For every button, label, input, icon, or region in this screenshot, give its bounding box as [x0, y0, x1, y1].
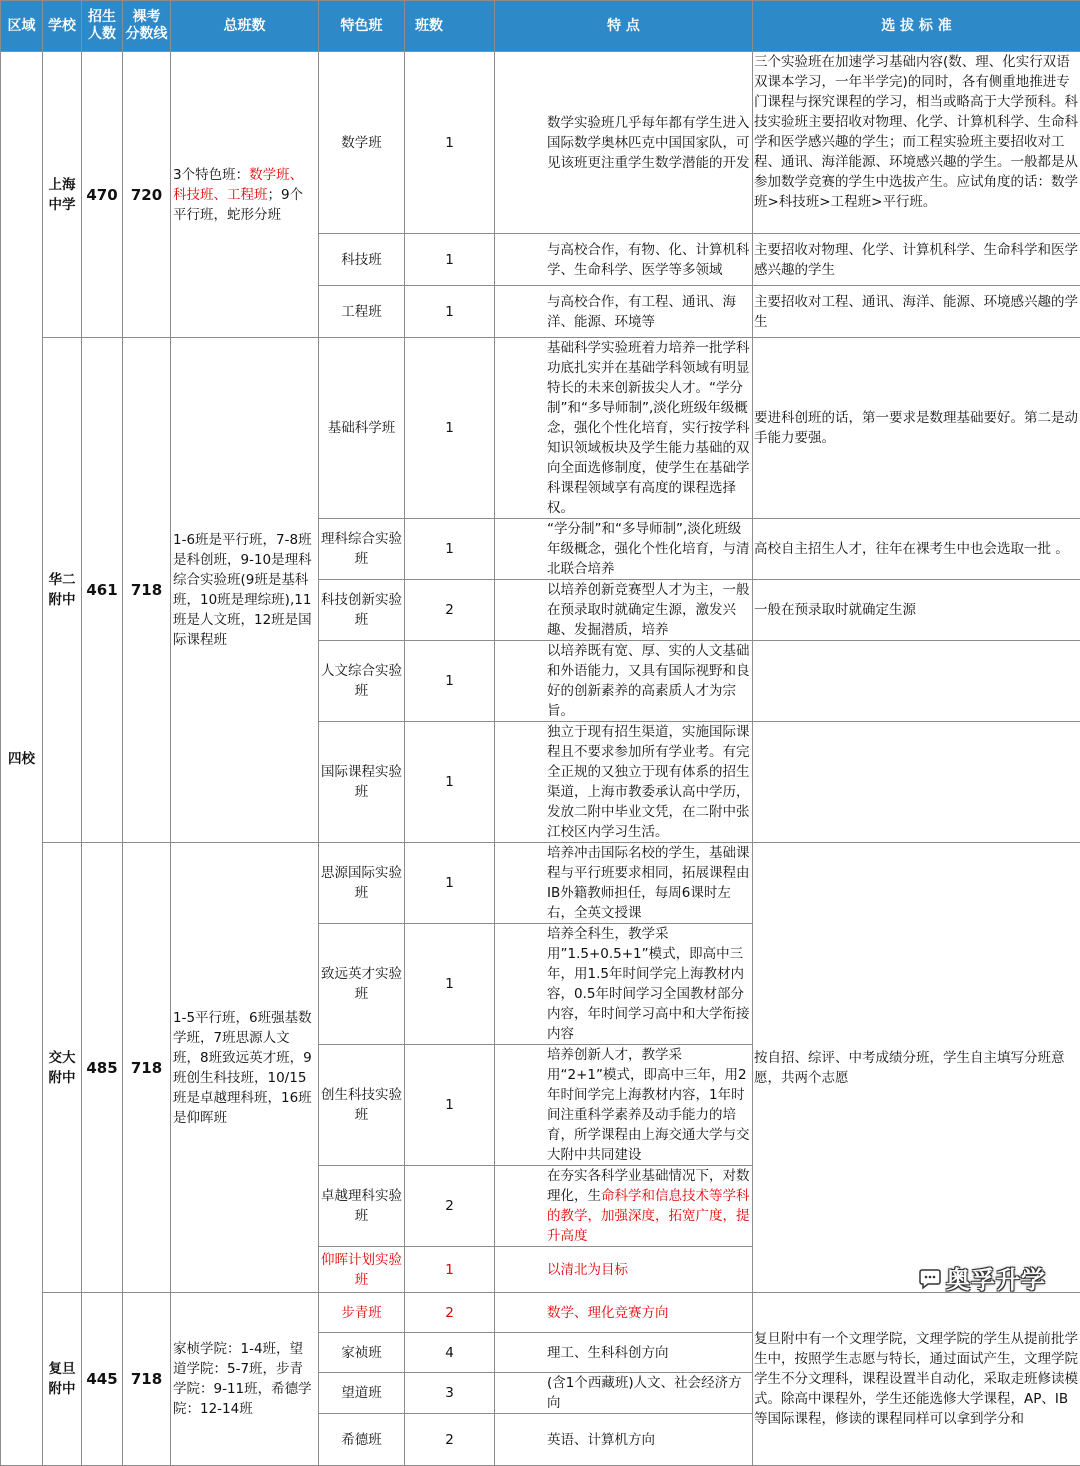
class-name: 理科综合实验班: [319, 519, 405, 580]
class-name: 家祯班: [319, 1333, 405, 1373]
class-name: 望道班: [319, 1373, 405, 1414]
table-row: [1, 1293, 1080, 1333]
class-feature: 培养全科生，教学采用”1.5+0.5+1”模式，即高中三年，用1.5年时间学完上海教材内容，0.5年时间学习全国教材部分内容，年时间学习高中和大学衔接内容: [495, 924, 753, 1045]
header-selection: 选 拔 标 准: [753, 1, 1080, 52]
class-count: 1: [405, 234, 495, 286]
class-feature: 数学、理化竞赛方向: [495, 1293, 753, 1333]
score-fudan: 718: [123, 1293, 171, 1466]
class-name: 工程班: [319, 286, 405, 338]
header-class-count: 班数: [405, 1, 495, 52]
class-count: 1: [405, 286, 495, 338]
school-name-huaer: 华二 附中: [43, 338, 82, 843]
table-row: [1, 338, 1080, 519]
score-shanghai: 720: [123, 52, 171, 338]
selection-jiaoda: 按自招、综评、中考成绩分班，学生自主填写分班意愿，共两个志愿: [753, 843, 1080, 1293]
class-name: 创生科技实验班: [319, 1045, 405, 1166]
speech-bubble-icon: [918, 1266, 942, 1290]
class-count: 2: [405, 1293, 495, 1333]
class-count: 1: [405, 924, 495, 1045]
class-count: 1: [405, 519, 495, 580]
class-count: 2: [405, 580, 495, 641]
class-selection: 要进科创班的话，第一要求是数理基础要好。第二是动手能力要强。: [753, 338, 1080, 519]
header-row: [1, 1, 1080, 52]
class-name: 卓越理科实验班: [319, 1166, 405, 1247]
score-jiaoda: 718: [123, 843, 171, 1293]
header-school: 学校: [43, 1, 82, 52]
class-name: 希德班: [319, 1414, 405, 1466]
class-selection: 一般在预录取时就确定生源: [753, 580, 1080, 641]
table-row: [1, 843, 1080, 924]
summary-huaer: 1-6班是平行班，7-8班是科创班，9-10是理科综合实验班(9班是基科班，10班是理综班),11班是人文班，12班是国际课程班: [171, 338, 319, 843]
header-enroll-line2: 人数: [84, 26, 120, 43]
enroll-shanghai: 470: [82, 52, 123, 338]
header-total-classes: 总班数: [171, 1, 319, 52]
header-region: 区域: [1, 1, 43, 52]
class-name: 科技创新实验班: [319, 580, 405, 641]
class-selection: 主要招收对物理、化学、计算机科学、生命科学和医学感兴趣的学生: [753, 234, 1080, 286]
class-feature: 以清北为目标: [495, 1247, 753, 1293]
enroll-huaer: 461: [82, 338, 123, 843]
class-count: 1: [405, 843, 495, 924]
class-count: 4: [405, 1333, 495, 1373]
class-selection: [753, 722, 1080, 843]
watermark: [918, 1260, 1046, 1295]
watermark-text: 奥孚升学: [946, 1260, 1046, 1295]
school-name-shanghai: 上海 中学: [43, 52, 82, 338]
table-row: [1, 52, 1080, 234]
class-count: 1: [405, 338, 495, 519]
class-name: 国际课程实验班: [319, 722, 405, 843]
class-selection: 三个实验班在加速学习基础内容(数、理、化实行双语双课本学习，一年半学完)的同时，各有侧重地推进专门课程与探究课程的学习，相当或略高于大学预科。科技实验班主要招收对物理、化学、计算机科学、生命科学和医学感兴趣的学生；而工程实验班主要招收对工程、通讯、海洋能源、环境感兴趣的学生。一般都是从参加数学竞赛的学生中选拔产生。应试角度的话：数学班>科技班>工程班>平行班。: [753, 52, 1080, 234]
class-selection: [753, 641, 1080, 722]
class-feature: 理工、生科科创方向: [495, 1333, 753, 1373]
summary-jiaoda: 1-5平行班，6班强基数学班，7班思源人文班，8班致远英才班，9班创生科技班，10/15班是卓越理科班，16班是仰晖班: [171, 843, 319, 1293]
class-feature: 与高校合作，有物、化、计算机科学、生命科学、医学等多领域: [495, 234, 753, 286]
selection-fudan: 复旦附中有一个文理学院，文理学院的学生从提前批学生中，按照学生志愿与特长，通过面试产生，文理学院学生不分文理科，课程设置半自动化，采取走班修读模式。除高中课程外，学生还能选修大学课程，AP、IB等国际课程，修读的课程同样可以拿到学分和: [753, 1293, 1080, 1466]
class-feature: 以培养既有宽、厚、实的人文基础和外语能力，又具有国际视野和良好的创新素养的高素质人才为宗旨。: [495, 641, 753, 722]
class-feature: 以培养创新竞赛型人才为主，一般在预录取时就确定生源，激发兴趣、发掘潜质，培养: [495, 580, 753, 641]
enroll-fudan: 445: [82, 1293, 123, 1466]
header-features: 特 点: [495, 1, 753, 52]
header-enroll-line1: 招生: [84, 9, 120, 26]
school-name-fudan: 复旦 附中: [43, 1293, 82, 1466]
school-name-jiaoda: 交大 附中: [43, 843, 82, 1293]
class-name: 仰晖计划实验班: [319, 1247, 405, 1293]
header-score-line2: 分数线: [125, 26, 168, 43]
score-huaer: 718: [123, 338, 171, 843]
class-feature: 与高校合作，有工程、通讯、海洋、能源、环境等: [495, 286, 753, 338]
class-count: 1: [405, 722, 495, 843]
class-feature: 培养创新人才，教学采用“2+1”模式，即高中三年，用2年时间学完上海教材内容，1年时间注重科学素养及动手能力的培育，所学课程由上海交通大学与交大附中共同建设: [495, 1045, 753, 1166]
class-count: 1: [405, 1247, 495, 1293]
class-selection: 主要招收对工程、通讯、海洋、能源、环境感兴趣的学生: [753, 286, 1080, 338]
class-feature: 独立于现有招生渠道，实施国际课程且不要求参加所有学业考。有完全正规的又独立于现有体系的招生渠道，上海市教委承认高中学历，发放二附中毕业文凭，在二附中张江校区内学习生活。: [495, 722, 753, 843]
class-feature: (含1个西藏班)人文、社会经济方向: [495, 1373, 753, 1414]
class-feature: 培养冲击国际名校的学生，基础课程与平行班要求相同，拓展课程由IB外籍教师担任，每周6课时左右，全英文授课: [495, 843, 753, 924]
class-count: 2: [405, 1414, 495, 1466]
class-name: 人文综合实验班: [319, 641, 405, 722]
class-feature: 基础科学实验班着力培养一批学科功底扎实并在基础学科领域有明显特长的未来创新拔尖人才。“学分制”和“多导师制”,淡化班级年级概念，强化个性化培育，实行按学科知识领域板块及学生能力基础的双向全面选修制度，使学生在基础学科课程领域享有高度的课程选择权。: [495, 338, 753, 519]
class-name: 步青班: [319, 1293, 405, 1333]
region-cell: 四校: [1, 52, 43, 1466]
header-score: [123, 1, 171, 52]
class-count: 1: [405, 641, 495, 722]
summary-shanghai: 3个特色班：数学班、科技班、工程班；9个平行班，蛇形分班: [171, 52, 319, 338]
class-count: 1: [405, 52, 495, 234]
class-selection: 高校自主招生人才，往年在裸考生中也会选取一批 。: [753, 519, 1080, 580]
class-feature: “学分制”和“多导师制”,淡化班级年级概念，强化个性化培育，与清北联合培养: [495, 519, 753, 580]
class-name: 科技班: [319, 234, 405, 286]
class-count: 2: [405, 1166, 495, 1247]
class-name: 致远英才实验班: [319, 924, 405, 1045]
class-feature: 英语、计算机方向: [495, 1414, 753, 1466]
class-count: 1: [405, 1045, 495, 1166]
class-feature: 在夯实各科学业基础情况下，对数理化，生命科学和信息技术等学科的教学，加强深度，拓宽广度，提升高度: [495, 1166, 753, 1247]
class-feature: 数学实验班几乎每年都有学生进入国际数学奥林匹克中国国家队，可见该班更注重学生数学潜能的开发: [495, 52, 753, 234]
class-name: 基础科学班: [319, 338, 405, 519]
header-special-class: 特色班: [319, 1, 405, 52]
header-score-line1: 裸考: [125, 9, 168, 26]
summary-fudan: 家桢学院：1-4班，望道学院：5-7班，步青学院：9-11班，希德学院：12-14班: [171, 1293, 319, 1466]
header-enroll: [82, 1, 123, 52]
enroll-jiaoda: 485: [82, 843, 123, 1293]
class-name: 数学班: [319, 52, 405, 234]
class-count: 3: [405, 1373, 495, 1414]
class-name: 思源国际实验班: [319, 843, 405, 924]
